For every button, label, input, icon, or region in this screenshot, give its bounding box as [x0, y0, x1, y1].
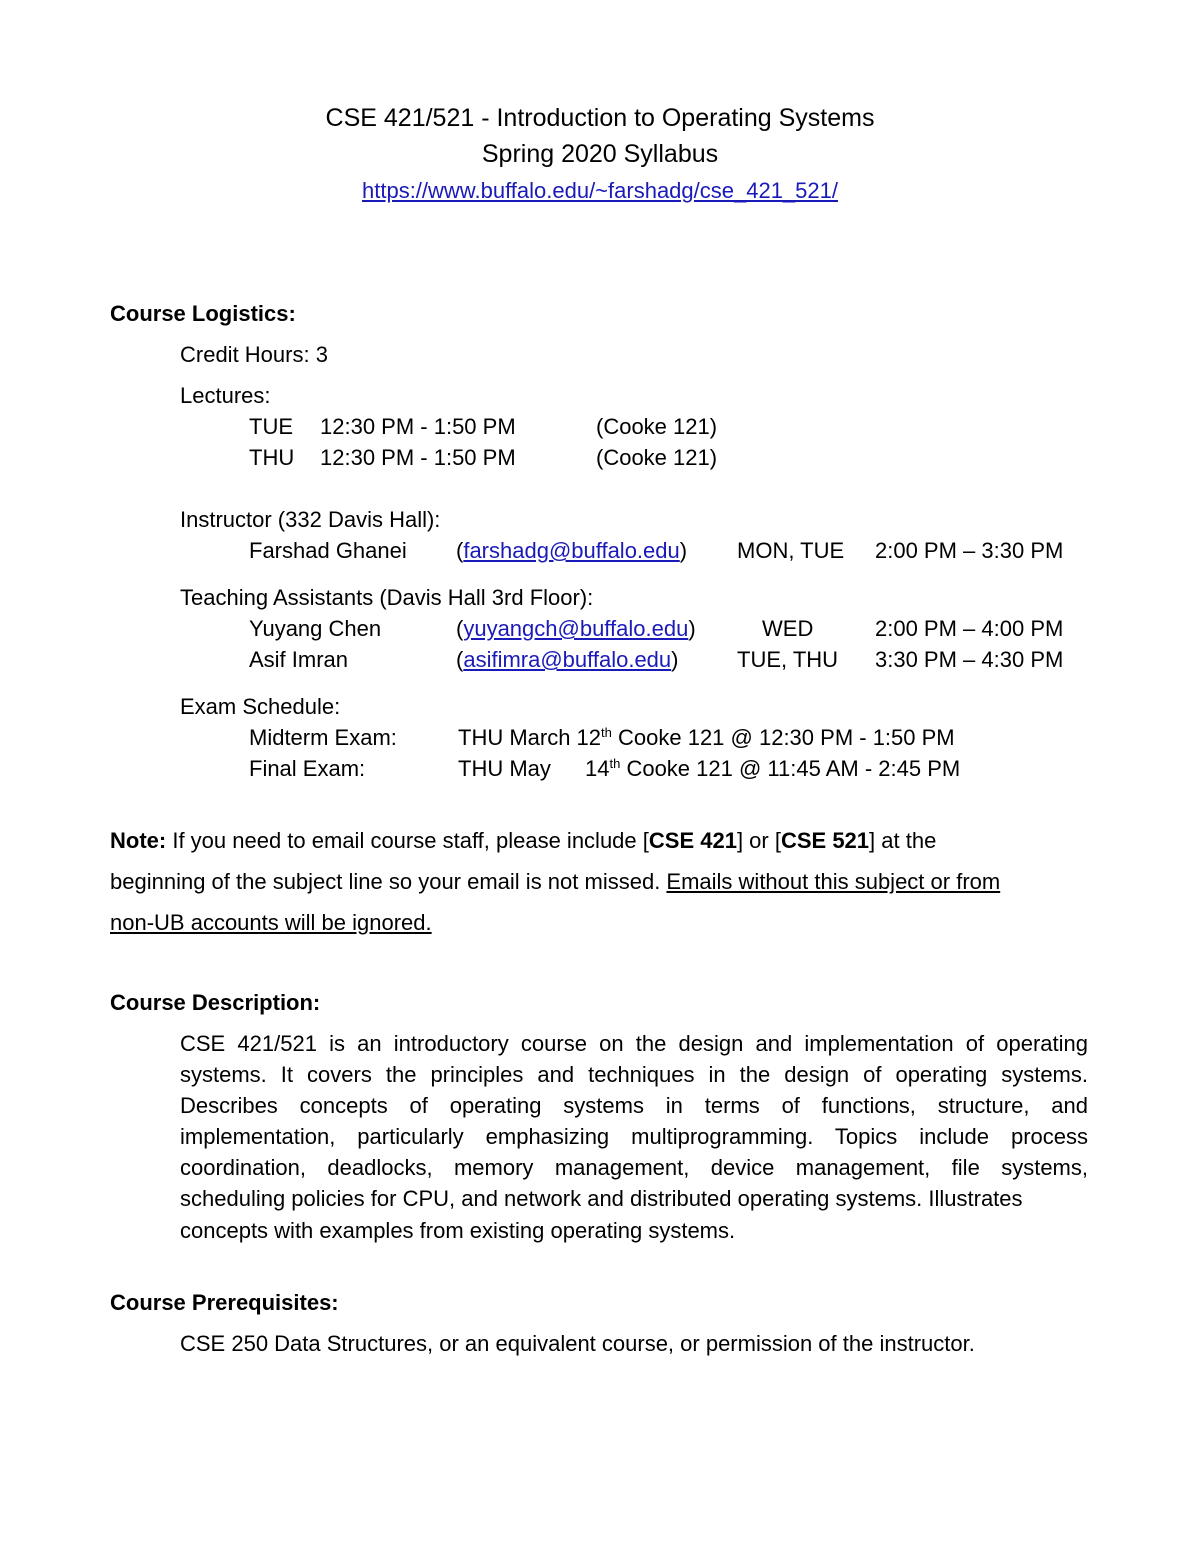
lecture-room: (Cooke 121) [596, 414, 718, 439]
ta-email: (asifimra@buffalo.edu) [456, 647, 679, 672]
exam-location-time: Cooke 121 @ 12:30 PM - 1:50 PM [611, 725, 955, 750]
document-subtitle: Spring 2020 Syllabus [481, 140, 719, 168]
exam-date-suffix: th [609, 756, 621, 771]
ta-hours: 3:30 PM – 4:30 PM [875, 647, 1064, 672]
ta-email-link[interactable]: asifimra@buffalo.edu [463, 647, 672, 672]
prerequisites-body: CSE 250 Data Structures, or an equivalent course, or permission of the instructor. [180, 1331, 975, 1356]
credit-hours: Credit Hours: 3 [180, 342, 328, 367]
course-url[interactable] [0, 178, 1200, 204]
ta-days: WED [762, 616, 814, 641]
instructor-email-link[interactable]: farshadg@buffalo.edu [463, 538, 680, 563]
ta-name: Asif Imran [249, 647, 349, 672]
note-warning: non-UB accounts will be ignored. [110, 910, 432, 935]
exam-name: Final Exam: [249, 756, 366, 781]
lecture-day: THU [249, 445, 295, 470]
document-title: CSE 421/521 - Introduction to Operating Systems [325, 104, 875, 132]
lecture-time: 12:30 PM - 1:50 PM [320, 414, 516, 439]
description-body: CSE 421/521 is an introductory course on the design and implementation of operating systems. It covers the principles and techniques in the design of operating systems. Describes concepts of operating systems in terms of functions, structure, and implementation, particularly emphasizing multiprogramming. Topics include process coordination, deadlocks, memory management, device management, file systems, scheduling policies for CPU, and network and distributed operating systems. Illustrates [180, 1031, 1088, 1211]
lectures-label: Lectures: [180, 383, 271, 408]
note-line-2 [110, 869, 1000, 895]
ta-email: (yuyangch@buffalo.edu) [456, 616, 696, 641]
instructor-name: Farshad Ghanei [249, 538, 407, 563]
exam-schedule-label: Exam Schedule: [180, 694, 341, 719]
note-label: Note: [110, 828, 167, 853]
ta-name: Yuyang Chen [249, 616, 382, 641]
exam-date-suffix: th [601, 725, 612, 740]
ta-hours: 2:00 PM – 4:00 PM [875, 616, 1064, 641]
exam-month: THU May [458, 756, 551, 781]
ta-days: TUE, THU [737, 647, 839, 672]
note-warning: Emails without this subject or from [666, 869, 1001, 894]
instructor-email: (farshadg@buffalo.edu) [456, 538, 688, 563]
note-tag-521: CSE 521 [780, 828, 870, 853]
exam-details [585, 756, 960, 782]
note-text: beginning of the subject line so your email is not missed. [110, 869, 667, 894]
note-text: ] or [ [736, 828, 781, 853]
note-tag-421: CSE 421 [648, 828, 737, 853]
ta-label: Teaching Assistants (Davis Hall 3rd Floor): [180, 585, 594, 610]
lecture-room: (Cooke 121) [596, 445, 718, 470]
exam-name: Midterm Exam: [249, 725, 397, 750]
exam-location-time: Cooke 121 @ 11:45 AM - 2:45 PM [620, 756, 961, 781]
lecture-day: TUE [249, 414, 293, 439]
ta-email-link[interactable]: yuyangch@buffalo.edu [463, 616, 689, 641]
description-heading: Course Description: [110, 990, 321, 1015]
instructor-hours: 2:00 PM – 3:30 PM [875, 538, 1064, 563]
course-url-link[interactable]: https://www.buffalo.edu/~farshadg/cse_421_521/ [362, 178, 838, 203]
exam-date: 14 [585, 756, 610, 781]
exam-details [458, 725, 955, 751]
instructor-days: MON, TUE [737, 538, 845, 563]
note-line-1 [110, 828, 936, 854]
note-text: If you need to email course staff, please include [ [166, 828, 649, 853]
note-line-3 [110, 910, 432, 936]
note-text: ] at the [869, 828, 937, 853]
description-last-line: concepts with examples from existing operating systems. [180, 1218, 736, 1243]
exam-date: THU March 12 [458, 725, 602, 750]
prerequisites-heading: Course Prerequisites: [110, 1290, 339, 1315]
instructor-label: Instructor (332 Davis Hall): [180, 507, 441, 532]
logistics-heading: Course Logistics: [110, 301, 296, 326]
lecture-time: 12:30 PM - 1:50 PM [320, 445, 516, 470]
